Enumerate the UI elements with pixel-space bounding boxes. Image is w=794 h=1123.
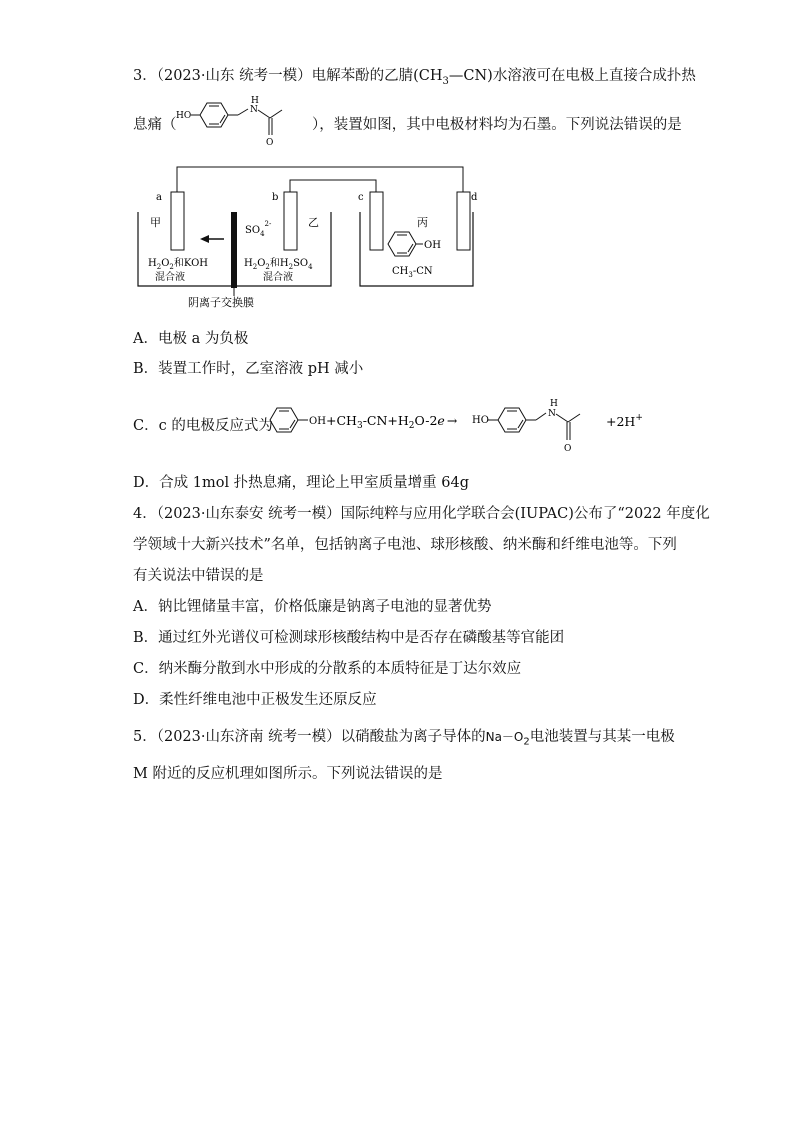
option-c-equation (262, 396, 662, 462)
electrolysis-apparatus-diagram (130, 160, 490, 310)
electrode-b-label: b (272, 192, 279, 203)
equation-proton-term: +2H+ (606, 413, 643, 429)
room-jia-label: 甲 (150, 216, 161, 229)
q4-option-d: D．柔性纤维电池中正极发生还原反应 (133, 692, 377, 708)
q3-option-d: D．合成 1mol 扑热息痛，理论上甲室质量增重 64g (133, 475, 470, 491)
q3-option-a: A．电极 a 为负极 (133, 331, 249, 347)
electrode-d-label: d (471, 192, 478, 203)
structure-o-label: O (266, 138, 274, 148)
structure-n-label: N (250, 105, 258, 115)
middle-mixture-label: 混合液 (263, 272, 293, 283)
structure-h-label: H (251, 96, 259, 106)
electrode-a-label: a (156, 192, 162, 203)
left-solution-label: $H_2O_2$和KOH (148, 258, 208, 271)
q5-stem-line-2: M 附近的反应机理如图所示。下列说法错误的是 (133, 766, 443, 782)
paracetamol-structure (176, 95, 306, 153)
q3-stem-line-2-suffix: ），装置如图，其中电极材料均为石墨。下列说法错误的是 (312, 117, 682, 133)
room-yi-label: 乙 (308, 216, 319, 229)
q4-stem-line-2: 学领域十大新兴技术”名单，包括钠离子电池、球形核酸、纳米酶和纤维电池等。下列 (133, 537, 677, 553)
q4-stem-line-3: 有关说法中错误的是 (133, 568, 264, 584)
sulfate-ion-label: $SO_4^{2-}$ (245, 220, 272, 238)
equation-reactants: $+CH_3-CN+H_2O-2e$ → (326, 413, 458, 431)
equation-product-h-label: H (550, 399, 558, 409)
equation-product-n-label: N (548, 409, 556, 419)
anion-exchange-membrane-label: 阴离子交换膜 (188, 296, 254, 309)
q4-stem-line-1: 4．（2023·山东泰安 统考一模）国际纯粹与应用化学联合会(IUPAC)公布了“2022 年度化 (133, 506, 710, 522)
ion-migration-arrow (200, 235, 209, 243)
middle-solution-label: $H_2O_2$和$H_2SO_4$ (244, 258, 313, 271)
q3-stem-line-1: 3．（2023·山东 统考一模）电解苯酚的乙腈$(CH_3—CN)$水溶液可在电极上直接合成扑热 (133, 68, 696, 87)
electrode-c-label: c (358, 192, 364, 203)
q4-option-b: B．通过红外光谱仪可检测球形核酸结构中是否存在磷酸基等官能团 (133, 630, 565, 646)
q3-option-b: B．装置工作时，乙室溶液 pH 减小 (133, 361, 364, 377)
left-mixture-label: 混合液 (155, 272, 185, 283)
q4-option-a: A．钠比锂储量丰富，价格低廉是钠离子电池的显著优势 (133, 599, 492, 615)
equation-product-ho-label: HO (472, 415, 489, 426)
phenol-oh-label: OH (424, 240, 441, 251)
room-bing-label: 丙 (417, 216, 428, 229)
na-o2-formula: $Na-O_2$ (485, 730, 530, 748)
q4-option-c: C．纳米酶分散到水中形成的分散系的本质特征是丁达尔效应 (133, 661, 522, 677)
q5-stem-line-1: 5．（2023·山东济南 统考一模）以硝酸盐为离子导体的$Na-O_2$电池装置与其某一电极 (133, 729, 675, 748)
q3-option-c-prefix: C．c 的电极反应式为 (133, 418, 273, 434)
equation-phenol-oh-label: OH (309, 416, 326, 427)
acetonitrile-label: $CH_3-CN$ (392, 266, 433, 279)
q3-stem-line-2-prefix: 息痛（ (133, 117, 177, 133)
structure-ho-label: HO (176, 111, 192, 121)
equation-product-o-label: O (564, 444, 572, 454)
